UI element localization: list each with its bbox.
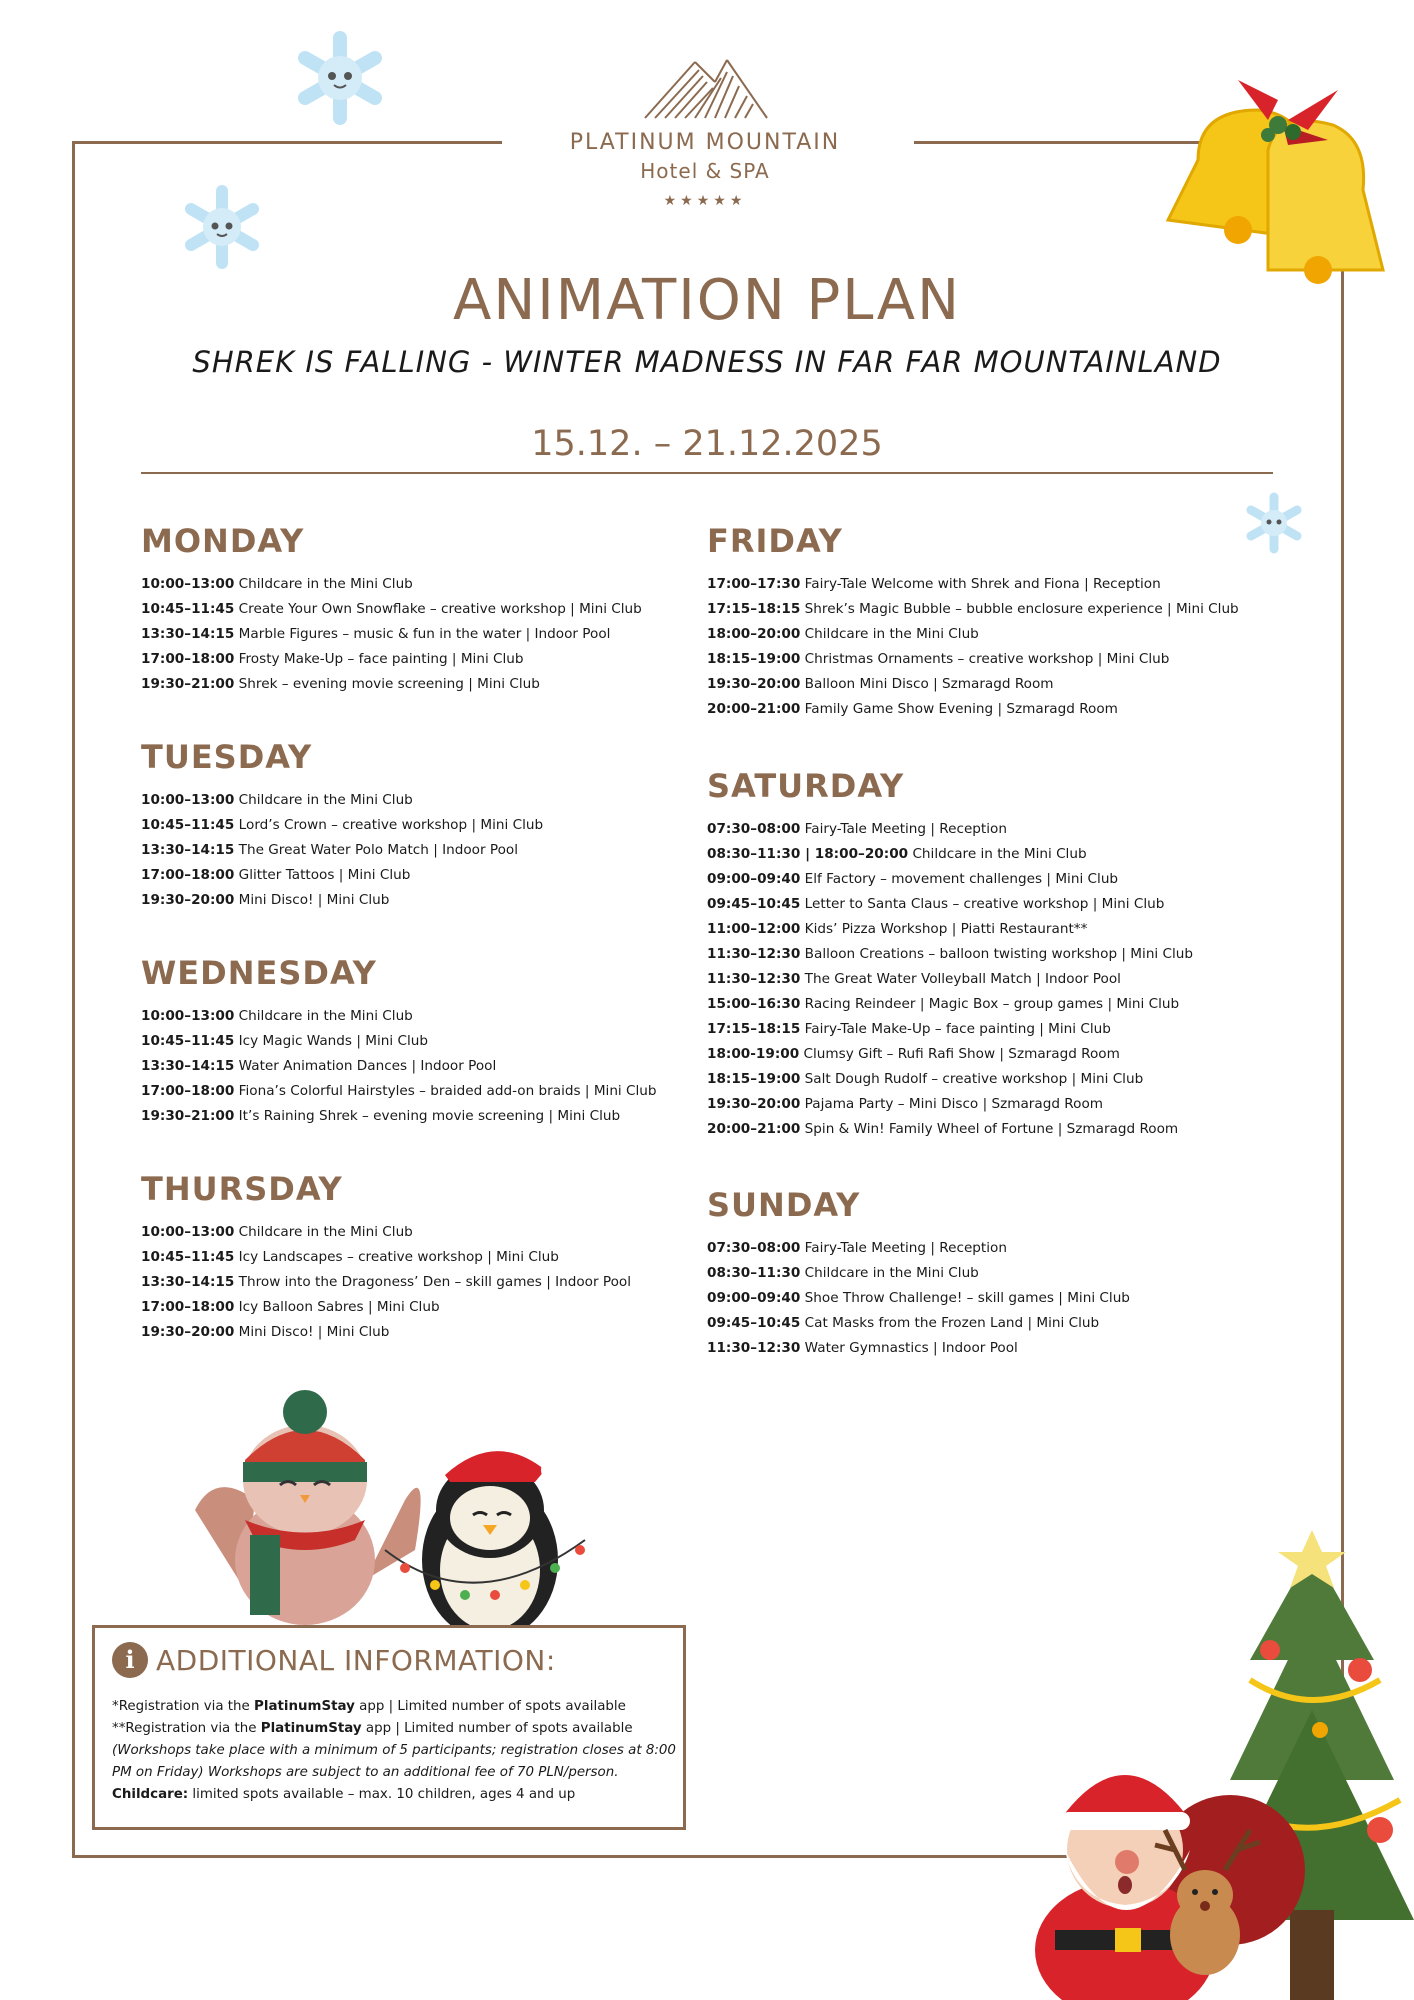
schedule-entry: 18:15–19:00 Salt Dough Rudolf – creative workshop | Mini Club <box>707 1071 1144 1087</box>
schedule-entry: 08:30–11:30 Childcare in the Mini Club <box>707 1265 979 1281</box>
mountain-icon <box>635 52 775 122</box>
hotel-stars: ★★★★★ <box>663 193 747 209</box>
snowflake-icon <box>292 30 388 126</box>
day-title: TUESDAY <box>141 738 313 776</box>
page-subtitle: SHREK IS FALLING - WINTER MADNESS IN FAR FAR MOUNTAINLAND <box>192 345 1222 379</box>
schedule-entry: 13:30–14:15 The Great Water Polo Match | Indoor Pool <box>141 842 519 858</box>
day-title: FRIDAY <box>707 522 843 560</box>
schedule-entry: 19:30–20:00 Pajama Party – Mini Disco | Szmaragd Room <box>707 1096 1104 1112</box>
schedule-entry: 19:30–20:00 Balloon Mini Disco | Szmaragd Room <box>707 676 1054 692</box>
day-title: SUNDAY <box>707 1186 861 1224</box>
schedule-entry: 13:30–14:15 Throw into the Dragoness’ Den – skill games | Indoor Pool <box>141 1274 632 1290</box>
schedule-entry: 17:00–18:00 Icy Balloon Sabres | Mini Club <box>141 1299 440 1315</box>
schedule-entry: 10:00–13:00 Childcare in the Mini Club <box>141 1008 413 1024</box>
additional-info-box <box>92 1625 686 1830</box>
schedule-entry: 07:30–08:00 Fairy-Tale Meeting | Reception <box>707 821 1007 837</box>
hotel-logo <box>565 52 845 209</box>
schedule-entry: 09:45–10:45 Cat Masks from the Frozen Land | Mini Club <box>707 1315 1100 1331</box>
schedule-entry: 18:15–19:00 Christmas Ornaments – creative workshop | Mini Club <box>707 651 1170 667</box>
schedule-entry: 11:30–12:30 The Great Water Volleyball Match | Indoor Pool <box>707 971 1121 987</box>
schedule-entry: 17:00–18:00 Frosty Make-Up – face painting | Mini Club <box>141 651 524 667</box>
schedule-entry: 20:00–21:00 Family Game Show Evening | Szmaragd Room <box>707 701 1118 717</box>
schedule-entry: 13:30–14:15 Marble Figures – music & fun in the water | Indoor Pool <box>141 626 611 642</box>
schedule-entry: 20:00–21:00 Spin & Win! Family Wheel of Fortune | Szmaragd Room <box>707 1121 1179 1137</box>
schedule-entry: 10:00–13:00 Childcare in the Mini Club <box>141 576 413 592</box>
schedule-entry: 10:45–11:45 Create Your Own Snowflake – creative workshop | Mini Club <box>141 601 642 617</box>
schedule-entry: 17:00–17:30 Fairy-Tale Welcome with Shrek and Fiona | Reception <box>707 576 1161 592</box>
day-monday <box>141 522 642 697</box>
snowflake-icon <box>180 185 264 269</box>
christmas-bells-icon <box>1158 70 1394 290</box>
day-title: THURSDAY <box>141 1170 343 1208</box>
day-thursday <box>141 1170 631 1345</box>
schedule-entry: 09:00–09:40 Shoe Throw Challenge! – skill games | Mini Club <box>707 1290 1130 1306</box>
schedule-entry: 17:00–18:00 Glitter Tattoos | Mini Club <box>141 867 411 883</box>
hotel-subtitle: Hotel & SPA <box>640 159 770 183</box>
schedule-entry: 09:45–10:45 Letter to Santa Claus – creative workshop | Mini Club <box>707 896 1165 912</box>
day-tuesday <box>141 738 543 913</box>
santa-and-reindeer-illustration <box>1015 1730 1320 2000</box>
frame-left <box>72 141 75 1858</box>
page-title: ANIMATION PLAN <box>453 268 961 333</box>
schedule-entry: 11:30–12:30 Water Gymnastics | Indoor Pool <box>707 1340 1018 1356</box>
info-icon: i <box>112 1642 148 1678</box>
info-line-2: **Registration via the PlatinumStay app | Limited number of spots available <box>112 1721 633 1736</box>
schedule-entry: 10:00–13:00 Childcare in the Mini Club <box>141 792 413 808</box>
schedule-entry: 17:15–18:15 Fairy-Tale Make-Up – face painting | Mini Club <box>707 1021 1111 1037</box>
schedule-entry: 10:45–11:45 Lord’s Crown – creative workshop | Mini Club <box>141 817 544 833</box>
day-friday <box>707 522 1239 722</box>
schedule-entry: 17:00–18:00 Fiona’s Colorful Hairstyles – braided add-on braids | Mini Club <box>141 1083 657 1099</box>
day-title: WEDNESDAY <box>141 954 377 992</box>
header-divider <box>141 472 1273 474</box>
date-range: 15.12. – 21.12.2025 <box>531 424 883 464</box>
schedule-entry: 19:30–20:00 Mini Disco! | Mini Club <box>141 1324 390 1340</box>
schedule-entry: 11:00–12:00 Kids’ Pizza Workshop | Piatti Restaurant** <box>707 921 1088 937</box>
day-title: SATURDAY <box>707 767 905 805</box>
schedule-entry: 19:30–21:00 It’s Raining Shrek – evening movie screening | Mini Club <box>141 1108 621 1124</box>
info-header <box>112 1642 556 1678</box>
schedule-entry: 10:45–11:45 Icy Landscapes – creative workshop | Mini Club <box>141 1249 559 1265</box>
schedule-entry: 19:30–21:00 Shrek – evening movie screening | Mini Club <box>141 676 540 692</box>
hotel-name: PLATINUM MOUNTAIN <box>569 130 841 155</box>
schedule-entry: 18:00-19:00 Clumsy Gift – Rufi Rafi Show | Szmaragd Room <box>707 1046 1120 1062</box>
schedule-entry: 17:15–18:15 Shrek’s Magic Bubble – bubble enclosure experience | Mini Club <box>707 601 1239 617</box>
day-wednesday <box>141 954 657 1129</box>
info-line-1: *Registration via the PlatinumStay app | Limited number of spots available <box>112 1699 626 1714</box>
schedule-entry: 11:30–12:30 Balloon Creations – balloon twisting workshop | Mini Club <box>707 946 1194 962</box>
schedule-entry: 18:00–20:00 Childcare in the Mini Club <box>707 626 979 642</box>
info-note: (Workshops take place with a minimum of 5 participants; registration closes at 8:00 PM on Friday) Workshops are subject to an additional fee of 70 PLN/person. Childcare: limited spots available – max. 10 children, ages 4 and up <box>112 1743 676 1802</box>
frame-top-left <box>72 141 502 144</box>
schedule-entry: 13:30–14:15 Water Animation Dances | Indoor Pool <box>141 1058 497 1074</box>
schedule-entry: 10:00–13:00 Childcare in the Mini Club <box>141 1224 413 1240</box>
schedule-entry: 15:00–16:30 Racing Reindeer | Magic Box – group games | Mini Club <box>707 996 1180 1012</box>
snowflake-icon <box>1243 492 1305 554</box>
info-body <box>112 1696 680 1806</box>
info-title: ADDITIONAL INFORMATION: <box>156 1643 556 1677</box>
day-sunday <box>707 1186 1130 1361</box>
schedule-entry: 07:30–08:00 Fairy-Tale Meeting | Reception <box>707 1240 1007 1256</box>
day-title: MONDAY <box>141 522 305 560</box>
schedule-entry: 10:45–11:45 Icy Magic Wands | Mini Club <box>141 1033 428 1049</box>
owl-and-penguin-illustration <box>175 1390 605 1625</box>
schedule-entry: 19:30–20:00 Mini Disco! | Mini Club <box>141 892 390 908</box>
day-saturday <box>707 767 1193 1142</box>
schedule-entry: 08:30–11:30 | 18:00–20:00 Childcare in the Mini Club <box>707 846 1087 862</box>
schedule-entry: 09:00–09:40 Elf Factory – movement challenges | Mini Club <box>707 871 1119 887</box>
